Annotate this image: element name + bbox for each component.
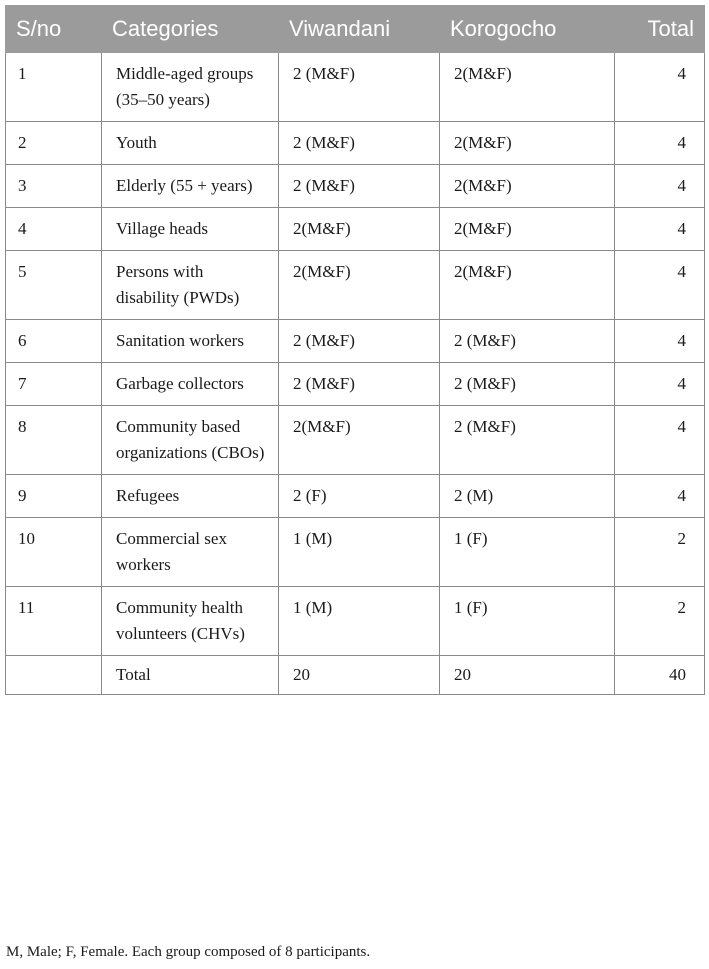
table-row [6, 165, 705, 208]
cell-korogocho: 20 [440, 656, 615, 695]
cell-viwandani: 2 (M&F) [279, 122, 440, 165]
cell-viwandani: 1 (M) [279, 587, 440, 656]
cell-sno: 9 [6, 475, 102, 518]
cell-korogocho: 2(M&F) [440, 53, 615, 122]
cell-korogocho: 2(M&F) [440, 122, 615, 165]
cell-category: Elderly (55 + years) [102, 165, 279, 208]
cell-sno: 8 [6, 406, 102, 475]
cell-viwandani: 2(M&F) [279, 208, 440, 251]
cell-category: Youth [102, 122, 279, 165]
cell-korogocho: 2(M&F) [440, 165, 615, 208]
cell-viwandani: 20 [279, 656, 440, 695]
table-row [6, 122, 705, 165]
table-row [6, 587, 705, 656]
table-row [6, 251, 705, 320]
table-row [6, 475, 705, 518]
cell-total: 40 [615, 656, 705, 695]
table-row [6, 518, 705, 587]
cell-category: Community based organizations (CBOs) [102, 406, 279, 475]
table-row [6, 363, 705, 406]
cell-viwandani: 2 (M&F) [279, 53, 440, 122]
cell-sno [6, 656, 102, 695]
table-footnote: M, Male; F, Female. Each group composed of 8 participants. [6, 944, 371, 960]
cell-total: 2 [615, 518, 705, 587]
cell-sno: 11 [6, 587, 102, 656]
cell-korogocho: 1 (F) [440, 587, 615, 656]
cell-korogocho: 2 (M&F) [440, 406, 615, 475]
cell-category: Village heads [102, 208, 279, 251]
cell-category: Persons with disability (PWDs) [102, 251, 279, 320]
table-row [6, 53, 705, 122]
cell-total: 4 [615, 53, 705, 122]
cell-sno: 2 [6, 122, 102, 165]
cell-sno: 1 [6, 53, 102, 122]
cell-total: 4 [615, 475, 705, 518]
cell-korogocho: 1 (F) [440, 518, 615, 587]
table-row [6, 406, 705, 475]
total-row [6, 656, 705, 695]
header-total: Total [615, 6, 705, 53]
cell-sno: 6 [6, 320, 102, 363]
cell-korogocho: 2 (M) [440, 475, 615, 518]
cell-viwandani: 2 (M&F) [279, 165, 440, 208]
cell-total: 4 [615, 406, 705, 475]
cell-korogocho: 2 (M&F) [440, 363, 615, 406]
table-row [6, 320, 705, 363]
cell-category: Middle-aged groups (35–50 years) [102, 53, 279, 122]
cell-viwandani: 2 (F) [279, 475, 440, 518]
cell-viwandani: 2(M&F) [279, 406, 440, 475]
cell-korogocho: 2(M&F) [440, 251, 615, 320]
cell-total: 4 [615, 320, 705, 363]
cell-korogocho: 2 (M&F) [440, 320, 615, 363]
cell-total: 4 [615, 122, 705, 165]
cell-viwandani: 1 (M) [279, 518, 440, 587]
participants-table [5, 5, 705, 695]
header-categories: Categories [102, 6, 279, 53]
cell-viwandani: 2(M&F) [279, 251, 440, 320]
cell-total: 4 [615, 208, 705, 251]
cell-sno: 3 [6, 165, 102, 208]
cell-category: Community health volunteers (CHVs) [102, 587, 279, 656]
cell-total: 4 [615, 363, 705, 406]
cell-korogocho: 2(M&F) [440, 208, 615, 251]
cell-total: 2 [615, 587, 705, 656]
cell-sno: 4 [6, 208, 102, 251]
table-row [6, 208, 705, 251]
cell-total: 4 [615, 251, 705, 320]
cell-total: 4 [615, 165, 705, 208]
cell-viwandani: 2 (M&F) [279, 363, 440, 406]
cell-category: Commercial sex workers [102, 518, 279, 587]
cell-sno: 7 [6, 363, 102, 406]
header-korogocho: Korogocho [440, 6, 615, 53]
header-viwandani: Viwandani [279, 6, 440, 53]
cell-category: Refugees [102, 475, 279, 518]
cell-viwandani: 2 (M&F) [279, 320, 440, 363]
header-sno: S/no [6, 6, 102, 53]
cell-category: Garbage collectors [102, 363, 279, 406]
cell-category: Sanitation workers [102, 320, 279, 363]
cell-sno: 5 [6, 251, 102, 320]
cell-category: Total [102, 656, 279, 695]
header-row [6, 6, 705, 53]
cell-sno: 10 [6, 518, 102, 587]
